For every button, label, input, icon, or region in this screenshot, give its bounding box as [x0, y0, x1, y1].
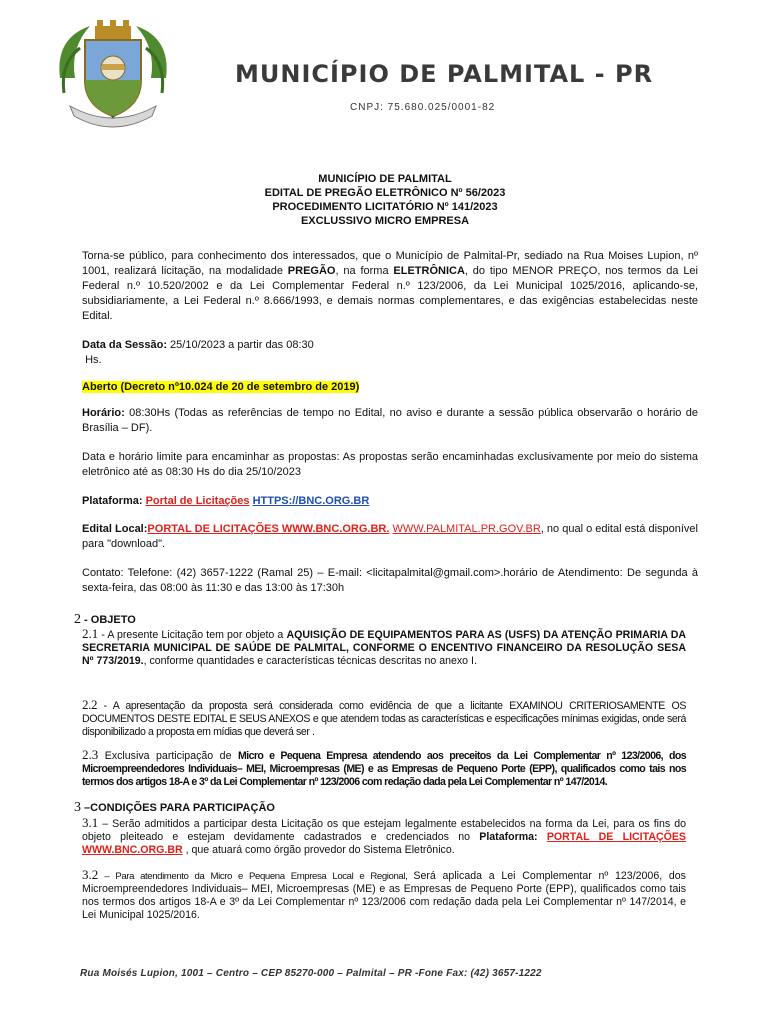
item-2-2 [82, 698, 686, 739]
item-text: - A presente Licitação tem por objeto a [98, 629, 287, 641]
horario-paragraph [82, 406, 698, 436]
limite-paragraph: Data e horário limite para encaminhar as propostas: As propostas serão encaminhadas exclusivamente por meio do sistema eletrônico até as 08:30 Hs do dia 25/10/2023 [82, 451, 698, 478]
section-2-number: 2 [74, 612, 81, 627]
item-bold-text: Micro e Pequena Empresa atendendo aos preceitos da Lei Complementar nº 123/2006, dos Microempreendedores Individuais– MEI, Microempresas (ME) e as Empresas de Pequeno Porte (EPP), qualificados como tais nos termos dos artigos 18-A e 3º da Lei Complementar nº 123/2006 com redação dada pela Lei Complementar nº 147/2014. [82, 750, 686, 788]
item-text: , conforme quantidades e características técnicas descritas no anexo I. [143, 655, 477, 667]
section-3-label: –CONDIÇÕES PARA PARTICIPAÇÃO [81, 802, 275, 814]
aberto-highlight: Aberto (Decreto nº10.024 de 20 de setembro de 2019) [82, 381, 360, 393]
item-number: 2.3 [82, 747, 99, 762]
aberto-notice [82, 380, 698, 395]
intro-text: , na forma [335, 265, 394, 277]
item-text: - A apresentação da proposta será considerada como evidência de que a licitante EXAMINOU CRITERIOSAMENTE OS DOCUMENTOS DESTE EDITAL E SEUS ANEXOS e que atendem todas as características e especificações mínimas exigidas, onde será disponibilizado a proposta em mídias que deverá ser . [82, 700, 686, 738]
intro-eletronica: ELETRÔNICA [393, 265, 465, 277]
horario-value: 08:30Hs (Todas as referências de tempo no Edital, no aviso e durante a sessão pública observarão o horário de Brasília – DF). [82, 407, 698, 434]
svg-text:★: ★ [110, 114, 116, 121]
municipality-title: MUNICÍPIO DE PALMITAL - PR [235, 60, 654, 88]
session-value-hs: Hs. [85, 354, 102, 366]
letterhead [50, 18, 730, 121]
municipal-crest-icon [50, 18, 176, 128]
item-text: Exclusiva participação de [98, 750, 238, 762]
title-line-2: EDITAL DE PREGÃO ELETRÔNICO Nº 56/2023 [264, 187, 506, 199]
item-object-bold: AQUISIÇÃO DE EQUIPAMENTOS PARA AS (USFS) DA ATENÇÃO PRIMARIA DA SECRETARIA MUNICIPAL DE SAÚDE DE PALMITAL, CONFORME O ENCENTIVO FINANCEIRO DA RESOLUÇÃO SESA Nº 773/2019. [82, 629, 686, 667]
edital-local-rest: , no qual o edital está disponível para "download". [82, 523, 698, 550]
footer-address: Rua Moisés Lupion, 1001 – Centro – CEP 85270-000 – Palmital – PR -Fone Fax: (42) 3657-1222 [80, 968, 542, 979]
session-value: 25/10/2023 a partir das 08:30 [166, 339, 314, 351]
item-3-1 [82, 816, 686, 857]
item-number: 2.1 [82, 626, 99, 641]
item-number: 3.2 [82, 867, 99, 882]
plataforma-url-link[interactable]: HTTPS://BNC.ORG.BR [252, 495, 370, 507]
horario-label: Horário: [82, 407, 125, 419]
item-plataforma-label: Plataforma: [479, 831, 547, 843]
session-label: Data da Sessão: [82, 339, 167, 351]
edital-local-paragraph: Edital Local:PORTAL DE LICITAÇÕES WWW.BNC.ORG.BR. WWW.PALMITAL.PR.GOV.BR, no qual o edital está disponível para "download". [82, 523, 698, 550]
edital-title-block [0, 172, 770, 228]
item-text: , que atuará como órgão provedor do Sistema Eletrônico. [182, 844, 455, 856]
session-date [82, 338, 698, 368]
plataforma-line [82, 494, 698, 509]
item-2-1 [82, 627, 686, 668]
intro-text: Torna-se público, para conhecimento dos interessados, que o Município de Palmital-Pr, sediado na Rua Moises Lupion, nº 1001, realizará licitação, na modalidade [82, 250, 698, 277]
intro-pregao: PREGÃO [287, 265, 336, 277]
section-2-label: - OBJETO [81, 614, 136, 626]
cnpj: CNPJ: 75.680.025/0001-82 [350, 102, 496, 113]
section-3-title [74, 800, 275, 816]
contato-paragraph: Contato: Telefone: (42) 3657-1222 (Ramal 25) – E-mail: <licitapalmital@gmail.com>.horário de Atendimento: De segunda à sexta-feira, das 08:00 às 11:30 e das 13:00 às 17:30h [82, 567, 698, 594]
title-line-1: MUNICÍPIO DE PALMITAL [318, 173, 452, 185]
item-text: – Serão admitidos a participar desta Licitação os que estejam legalmente estabelecidos na forma da Lei, para os fins do objeto pleiteado e estejam devidamente cadastrados e credenciados no [82, 818, 686, 843]
item-text: Será aplicada a Lei Complementar nº 123/2006, dos Microempreendedores Individuais– MEI, Microempresas (ME) e as Empresas de Pequeno Porte (EPP), qualificados como tais nos termos dos artigos 18-A e 3º da Lei Complementar nº 123/2006 com redação dada pela Lei Complementar nº 147/2014, e Lei Municipal 1025/2016. [82, 870, 686, 921]
item-text: – Para atendimento da Micro e Pequena Empresa Local e Regional, [98, 871, 414, 882]
item-3-2 [82, 868, 686, 922]
title-line-3: PROCEDIMENTO LICITATÓRIO Nº 141/2023 [272, 201, 498, 213]
edital-local-url-link[interactable]: WWW.PALMITAL.PR.GOV.BR [392, 523, 541, 535]
title-line-4: EXCLUSSIVO MICRO EMPRESA [300, 215, 470, 227]
plataforma-portal-link[interactable]: Portal de Licitações [145, 495, 250, 507]
item-number: 3.1 [82, 815, 99, 830]
intro-paragraph [82, 249, 698, 324]
intro-text: , do tipo MENOR PREÇO, nos termos da Lei Federal n.º 10.520/2002 e da Lei Complementar Federal n.º 123/2006, da Lei Municipal 1025/2016, aplicando-se, subsidiariamente, a Lei Federal n.º 8.666/1993, e demais normas complementares, e das exigências estabelecidas neste Edital. [82, 265, 698, 322]
edital-local-label: Edital Local [82, 523, 144, 535]
item-number: 2.2 [82, 697, 98, 712]
item-2-3 [82, 748, 686, 789]
section-3-number: 3 [74, 800, 81, 815]
item-portal-link[interactable]: PORTAL DE LICITAÇÕES WWW.BNC.ORG.BR [82, 831, 686, 856]
plataforma-label: Plataforma: [82, 495, 146, 507]
edital-local-portal-link[interactable]: PORTAL DE LICITAÇÕES WWW.BNC.ORG.BR. [147, 523, 390, 535]
